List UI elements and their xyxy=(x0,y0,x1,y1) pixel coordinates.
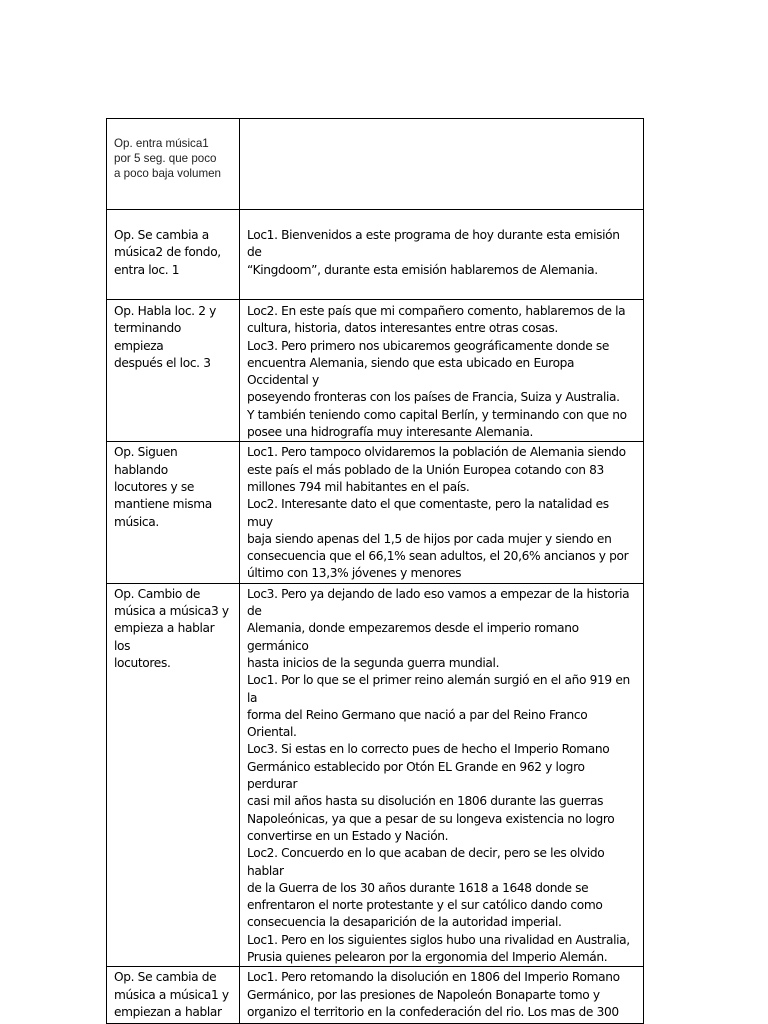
locutor-text: Loc1. Pero retomando la disolución en 1806 del Imperio Romano Germánico, por las presiones de Napoleón Bonaparte tomo y organizo el territorio en la confederación del rio. Los mas de 300 xyxy=(247,970,620,1019)
operator-cell xyxy=(107,583,240,967)
table-row xyxy=(107,300,644,442)
table-row xyxy=(107,967,644,1024)
script-table xyxy=(106,118,644,1024)
locutor-cell xyxy=(240,210,644,300)
locutor-cell xyxy=(240,119,644,210)
table-row xyxy=(107,210,644,300)
operator-cell xyxy=(107,210,240,300)
locutor-text xyxy=(240,119,643,136)
operator-text: Op. Siguen hablando locutores y se mantiene misma música. xyxy=(114,445,212,529)
operator-cell xyxy=(107,119,240,210)
locutor-text: Loc1. Bienvenidos a este programa de hoy durante esta emisión de “Kingdoom”, durante esta emisión hablaremos de Alemania. xyxy=(247,228,620,277)
table-row xyxy=(107,442,644,583)
operator-cell xyxy=(107,300,240,442)
locutor-text: Loc2. En este país que mi compañero comento, hablaremos de la cultura, historia, datos interesantes entre otras cosas. Loc3. Pero primero nos ubicaremos geográficamente donde se encuentra Alemania, siendo que esta ubicado en Europa Occidental y poseyendo fronteras con los países de Francia, Suiza y Australia. Y también teniendo como capital Berlín, y terminando con que no posee una hidrografía muy interesante Alemania. xyxy=(247,304,627,440)
locutor-text: Loc3. Pero ya dejando de lado eso vamos a empezar de la historia de Alemania, donde empezaremos desde el imperio romano germánico hasta inicios de la segunda guerra mundial. Loc1. Por lo que se el primer reino alemán surgió en el año 919 en la forma del Reino Germano que nació a par del Reino Franco Oriental. Loc3. Si estas en lo correcto pues de hecho el Imperio Romano Germánico establecido por Otón EL Grande en 962 y logro perdurar casi mil años hasta su disolución en 1806 durante las guerras Napoleónicas, ya que a pesar de su longeva existencia no logro convertirse en un Estado y Nación. Loc2. Concuerdo en lo que acaban de decir, pero se les olvido hablar de la Guerra de los 30 años durante 1618 a 1648 donde se enfrentaron el norte protestante y el sur católico dando como consecuencia la desaparición de la autoridad imperial. Loc1. Pero en los siguientes siglos hubo una rivalidad en Australia, Prusia quienes pelearon por la ergonomia del Imperio Alemán. xyxy=(247,586,630,964)
table-row xyxy=(107,119,644,210)
locutor-cell xyxy=(240,442,644,583)
locutor-cell xyxy=(240,967,644,1024)
operator-text: Op. Cambio de música a música3 y empieza a hablar los locutores. xyxy=(114,586,229,670)
table-row xyxy=(107,583,644,967)
operator-text: Op. entra música1 por 5 seg. que poco a poco baja volumen xyxy=(114,137,221,180)
operator-text: Op. Habla loc. 2 y terminando empieza después el loc. 3 xyxy=(114,304,217,370)
operator-text: Op. Se cambia a música2 de fondo, entra loc. 1 xyxy=(114,228,221,277)
locutor-cell xyxy=(240,300,644,442)
locutor-text: Loc1. Pero tampoco olvidaremos la población de Alemania siendo este país el más poblado de la Unión Europea cotando con 83 millones 794 mil habitantes en el país. Loc2. Interesante dato el que comentaste, pero la natalidad es muy baja siendo apenas del 1,5 de hijos por cada mujer y siendo en consecuencia que el 66,1% sean adultos, el 20,6% ancianos y por último con 13,3% jóvenes y menores xyxy=(247,445,629,581)
operator-cell xyxy=(107,442,240,583)
locutor-cell xyxy=(240,583,644,967)
operator-cell xyxy=(107,967,240,1024)
operator-text: Op. Se cambia de música a música1 y empiezan a hablar xyxy=(114,970,229,1019)
